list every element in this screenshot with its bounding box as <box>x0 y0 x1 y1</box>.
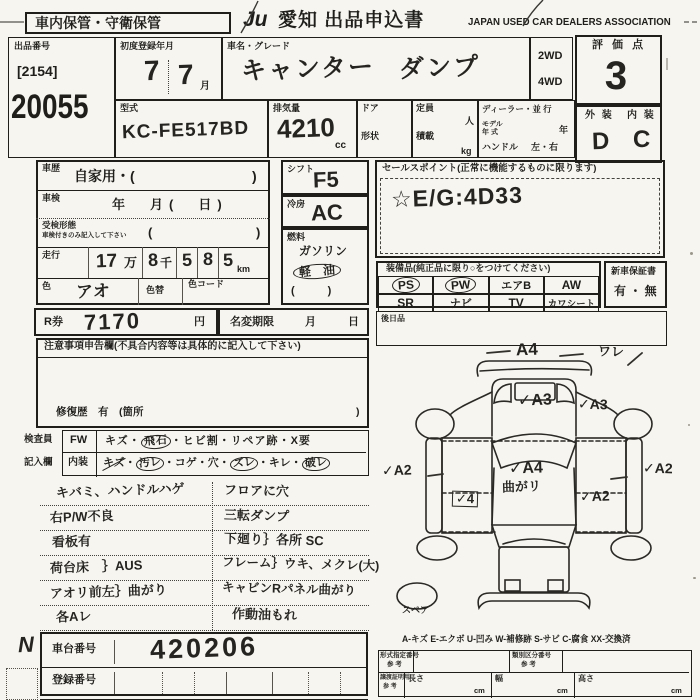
cooling-label: 冷房 <box>287 199 306 209</box>
vehicle-name: キャンター <box>240 52 376 86</box>
name-change-label: 名変期限 <box>230 316 274 328</box>
equipment-grid <box>378 276 599 310</box>
divider <box>226 672 227 694</box>
month-unit: 月 <box>200 81 210 92</box>
sales-point-value: ☆E/G:4D33 <box>390 181 524 213</box>
equipment-cell <box>378 294 433 312</box>
equipment-ps-circled: PS <box>391 276 420 294</box>
note-text: 右P/W不良 <box>49 507 114 526</box>
history-close: ) <box>252 168 257 184</box>
dealer-box <box>478 100 575 158</box>
separator: ・ <box>257 457 269 469</box>
divider <box>38 357 367 358</box>
chassis-reg-box <box>40 632 368 696</box>
separator: ・ <box>170 435 183 447</box>
note-text: フロアに穴 <box>223 482 290 499</box>
divider <box>509 651 510 672</box>
separator: ・ <box>128 435 141 447</box>
r-ticket-label: R券 <box>44 316 63 328</box>
divider <box>36 247 270 248</box>
ju-logo: Ju <box>243 8 268 31</box>
door-shape-box <box>357 100 412 158</box>
fuel-diesel-circled: 軽 油 <box>293 262 342 280</box>
divider <box>197 247 198 278</box>
divider <box>340 672 341 694</box>
load-label: 積載 <box>416 131 435 141</box>
equipment-pw-circled: PW <box>445 276 477 294</box>
mileage-d1: 5 <box>181 249 193 271</box>
notes-rule <box>40 580 369 581</box>
model-code: KC-FE517BD <box>121 117 250 144</box>
lot-number: 20055 <box>11 88 89 126</box>
interior-zure-circled: ズレ <box>229 456 258 471</box>
divider <box>114 672 115 694</box>
note-text: アオリ前左｝曲がり <box>49 581 168 602</box>
notes-rule <box>40 555 369 556</box>
divider <box>308 672 309 694</box>
notes-rule <box>40 505 369 506</box>
sales-point-label: セールスポイント(正常に機能するものに限ります) <box>382 163 597 174</box>
score-label: 評 価 点 <box>592 39 647 51</box>
divider <box>194 672 195 694</box>
juken-note: 車検付きのみ記入して下さい <box>42 232 127 239</box>
chassis-number: 420206 <box>149 631 259 665</box>
length-unit: cm <box>474 686 485 695</box>
displacement-box <box>268 100 357 158</box>
separator: ・ <box>278 435 291 447</box>
height-unit: cm <box>671 686 682 695</box>
first-registration-year: 7 <box>143 54 161 87</box>
shape-label: 形状 <box>361 131 380 141</box>
name-change-month: 月 <box>305 316 316 328</box>
note-text: キバミ、ハンドルハゲ <box>55 480 185 501</box>
divider <box>176 247 177 278</box>
color-label: 色 <box>42 281 52 291</box>
vehicle-name-label: 車名・グレード <box>227 41 291 51</box>
model-year-label-2: 年 式 <box>482 129 498 136</box>
interior-label: 内 装 <box>627 110 656 121</box>
inspector-label: 検査員 <box>24 434 53 445</box>
color-value: アオ <box>75 281 111 302</box>
displacement-label: 排気量 <box>273 103 301 113</box>
interior-kizu-marked: キズ <box>103 457 125 469</box>
warranty-value: 有 ・ 無 <box>614 284 657 298</box>
shift-box <box>281 160 369 195</box>
r-ticket-box <box>34 308 218 336</box>
divider <box>182 278 183 305</box>
model-code-box <box>115 100 268 158</box>
mileage-d3: 5 <box>222 249 234 271</box>
juken-label: 受検形態 <box>42 220 77 230</box>
divider <box>88 247 89 278</box>
cooling-value: AC <box>310 199 344 226</box>
transfer-cert-label: 譲渡証明用 <box>380 675 411 681</box>
model-code-label: 型式 <box>120 103 139 113</box>
score-box <box>575 35 662 105</box>
model-year-label-1: モデル <box>482 121 503 128</box>
drive-type-box <box>530 37 573 100</box>
r-ticket-unit: 円 <box>194 316 205 328</box>
equipment-sr: SR <box>397 296 414 310</box>
diagram-bed-right-mark: ✓A2 <box>579 487 610 505</box>
diagram-bed-front-mark: ✓A4 <box>508 459 544 478</box>
notice-label: 注意事項申告欄(不具合内容等は具体的に記入して下さい) <box>44 341 301 352</box>
capacity-unit: 人 <box>465 116 475 126</box>
margin-dotted-fragment <box>6 668 38 700</box>
mileage-man-unit: 万 <box>124 255 138 270</box>
type-designation-label: 形式指定番号 <box>380 652 419 659</box>
vehicle-grade: ダンプ <box>398 52 481 84</box>
association-name: JAPAN USED CAR DEALERS ASSOCIATION <box>468 16 671 28</box>
chassis-label: 車台番号 <box>52 643 96 655</box>
interior-yabure-circled: 破レ <box>301 456 330 471</box>
diagram-front-note: A4 <box>515 339 539 360</box>
equipment-cell <box>378 276 433 294</box>
shaken-label: 車検 <box>42 193 61 203</box>
later-items-label: 後日品 <box>381 314 405 323</box>
divider <box>562 651 563 672</box>
note-text: 下廻り｝各所 SC <box>223 530 324 549</box>
class-number-label: 類別区分番号 <box>512 652 551 659</box>
name-change-day: 日 <box>348 316 359 328</box>
equipment-cell <box>433 276 488 294</box>
capacity-load-box <box>412 100 478 158</box>
diagram-legend: A-キズ E-エクボ U-凹み W-補修跡 S-サビ C-腐食 XX-交換済 <box>402 634 631 644</box>
divider <box>36 190 270 191</box>
width-unit: cm <box>557 686 568 695</box>
separator: ・ <box>196 457 208 469</box>
interior-ana: 穴 <box>207 457 219 469</box>
equipment-airb: エアB <box>501 280 532 292</box>
transfer-cert-ref: 参 考 <box>383 684 397 690</box>
mileage-man: 17 <box>95 250 118 273</box>
repair-history-label: 修復歴 有 (箇所 <box>56 406 144 418</box>
notes-rule <box>40 605 369 606</box>
damage-repair-mark: リペア跡 <box>230 435 279 447</box>
equipment-box <box>376 261 601 308</box>
vehicle-name-box <box>222 37 530 100</box>
note-text: 看板有 <box>51 533 92 550</box>
drive-2wd: 2WD <box>538 50 563 62</box>
handle-value: 左・右 <box>531 142 559 152</box>
displacement-value: 4210 <box>276 112 336 145</box>
equipment-cell <box>433 294 488 312</box>
scan-speck <box>690 252 693 255</box>
r-ticket-value: 7170 <box>83 308 142 335</box>
width-label: 幅 <box>495 674 503 683</box>
shaken-units: 年 月( 日) <box>112 197 228 212</box>
notes-rule <box>40 530 369 531</box>
form-title: 愛知 出品申込書 <box>278 10 425 31</box>
mileage-label: 走行 <box>42 250 61 260</box>
divider <box>138 278 139 305</box>
divider <box>168 60 169 94</box>
fuel-diesel-wrap <box>293 263 341 280</box>
entry-sub-label: 内装 <box>68 457 88 468</box>
divider <box>218 247 219 278</box>
diagram-right-side-mark: ✓A2 <box>642 459 673 477</box>
diagram-cab-mark: ✓A3 <box>517 391 553 410</box>
first-registration-month: 7 <box>177 58 195 91</box>
mileage-sen: 8 <box>147 249 159 271</box>
shift-value: F5 <box>312 166 340 193</box>
divider <box>491 672 492 698</box>
note-text: フレーム｝ウキ、メクレ(大) <box>221 554 380 574</box>
capacity-label: 定員 <box>416 103 435 113</box>
juken-open: ( <box>148 225 153 240</box>
fuel-label: 燃料 <box>287 232 306 242</box>
storage-label: 車内保管・守衛保管 <box>35 15 161 31</box>
equipment-cell <box>489 276 544 294</box>
divider <box>36 278 270 279</box>
height-label: 高さ <box>578 674 594 683</box>
lot-group: [2154] <box>17 63 58 79</box>
equipment-kawaseat: カワシート <box>547 299 596 310</box>
equipment-cell <box>544 276 599 294</box>
lot-number-box <box>8 37 115 158</box>
name-change-box <box>218 308 369 336</box>
first-registration-label: 初度登録年月 <box>120 41 175 51</box>
equipment-cell <box>544 294 599 312</box>
registration-label: 登録番号 <box>52 674 96 686</box>
displacement-unit: cc <box>335 140 347 151</box>
color-code-label: 色コード <box>188 279 225 289</box>
fuel-box <box>281 228 369 305</box>
cooling-box <box>281 195 369 228</box>
separator: ・ <box>163 457 175 469</box>
damage-hibiware: ヒビ割 <box>182 435 219 447</box>
reference-table <box>378 650 692 697</box>
mileage-unit: km <box>237 264 251 274</box>
divider <box>114 640 115 664</box>
door-label: ドア <box>361 103 379 113</box>
diagram-bed-left-mark: ✓4 <box>452 491 479 507</box>
note-text: 作動油もれ <box>231 606 298 623</box>
equipment-tv: TV <box>508 296 524 310</box>
divider <box>63 452 366 453</box>
divider <box>574 672 575 698</box>
damage-kizu: キズ <box>105 435 129 447</box>
diagram-left-side-mark: ✓A2 <box>381 461 412 479</box>
length-label: 長さ <box>408 674 424 683</box>
mileage-d2: 8 <box>202 248 214 270</box>
exterior-grade: D <box>591 127 610 156</box>
shift-label: シフト <box>287 164 315 174</box>
divider <box>162 672 163 694</box>
exterior-label: 外 装 <box>585 110 614 121</box>
entry-label: 記入欄 <box>24 457 53 468</box>
notice-box <box>36 338 369 428</box>
sales-point-box <box>375 160 665 258</box>
lot-number-label: 出品番号 <box>14 41 51 51</box>
ext-int-box <box>575 105 662 163</box>
score-value: 3 <box>604 53 628 99</box>
interior-yogore-circled: 汚レ <box>135 456 164 471</box>
juken-close: ) <box>256 225 261 240</box>
entry-damage-items <box>103 457 330 471</box>
notes-rule <box>40 630 369 631</box>
damage-tobiishi-circled: 飛石 <box>140 434 171 450</box>
storage-label-box <box>25 12 231 34</box>
separator: ・ <box>218 435 231 447</box>
equipment-aw: AW <box>561 278 582 292</box>
interior-koge: コゲ <box>174 457 197 469</box>
divider <box>142 247 143 278</box>
margin-note: N <box>17 631 35 658</box>
history-value: 自家用・( <box>74 168 135 184</box>
drive-4wd: 4WD <box>538 76 563 88</box>
divider <box>96 431 97 477</box>
load-unit: kg <box>461 146 472 156</box>
history-label: 車歴 <box>42 163 61 173</box>
inspector-code: FW <box>70 434 88 446</box>
separator: ・ <box>290 457 302 469</box>
fuel-gasoline: ガソリン <box>299 244 348 258</box>
dealer-label: ディーラー・並 行 <box>482 104 552 114</box>
warranty-box <box>604 261 667 308</box>
diagram-cab-side-mark: ✓A3 <box>577 395 608 413</box>
divider <box>379 672 689 673</box>
divider <box>36 218 270 219</box>
diagram-front-crack: ワレ <box>597 343 625 360</box>
repair-history-close: ) <box>356 406 360 418</box>
divider <box>42 667 366 668</box>
equipment-navi: ナビ <box>449 298 472 310</box>
diagram-spare-label: スペア <box>402 605 430 615</box>
note-text: 各Aレ <box>55 608 92 625</box>
warranty-label: 新車保証書 <box>611 266 657 276</box>
class-number-ref: 参 考 <box>521 661 536 668</box>
inspector-table <box>62 430 369 476</box>
damage-x-required: X要 <box>290 435 311 447</box>
divider <box>272 672 273 694</box>
interior-kire: キレ <box>268 457 291 469</box>
fuel-paren: ( ) <box>291 285 332 297</box>
equipment-label: 装備品(純正品に限り○をつけてください) <box>386 263 551 273</box>
model-year-unit: 年 <box>559 125 569 135</box>
handle-label: ハンドル <box>482 142 519 152</box>
note-text: 三転ダンプ <box>223 507 290 524</box>
interior-grade: C <box>632 125 651 154</box>
diagram-bed-front-sub: 曲がリ <box>501 478 542 495</box>
inspector-damage-items <box>105 435 311 449</box>
sales-point-area <box>380 178 660 254</box>
note-text: 荷台床 ｝AUS <box>49 557 143 576</box>
mileage-sen-unit: 千 <box>160 256 173 270</box>
equipment-cell <box>489 294 544 312</box>
first-registration-box <box>115 37 222 100</box>
type-designation-ref: 参 考 <box>387 661 402 668</box>
note-text: キャビンRパネル曲がり <box>221 580 357 598</box>
separator: ・ <box>218 457 230 469</box>
separator: ・ <box>124 457 136 469</box>
recolor-label: 色替 <box>146 285 165 295</box>
